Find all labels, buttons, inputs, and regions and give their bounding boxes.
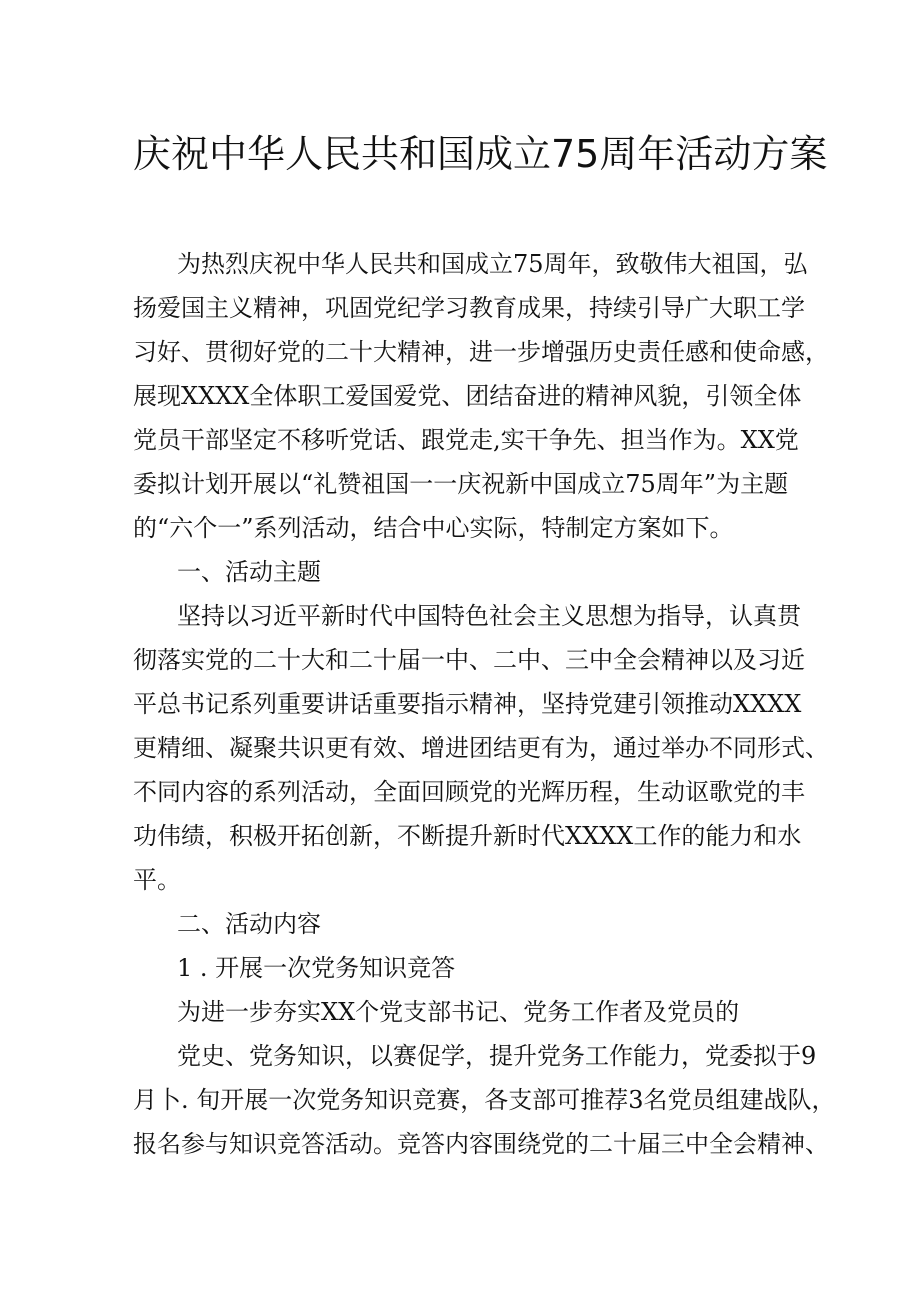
paragraph-3-line-4: 报名参与知识竞答活动。竞答内容围绕党的二十届三中全会精神、 xyxy=(133,1130,829,1158)
paragraph-3-line-1: 为进一步夯实XX个党支部书记、党务工作者及党员的 xyxy=(177,998,740,1026)
paragraph-3-line-2: 党史、党务知识，以赛促学，提升党务工作能力，党委拟于9 xyxy=(177,1042,817,1070)
paragraph-1-line-4: 展现XXXX全体职工爱国爱党、团结奋进的精神风貌，引领全体 xyxy=(133,382,802,410)
paragraph-2-line-1: 坚持以习近平新时代中国特色社会主义思想为指导，认真贯 xyxy=(177,602,801,630)
paragraph-1-line-5: 党员干部坚定不移听党话、跟党走,实干争先、担当作为。XX党 xyxy=(133,426,799,454)
subsection-heading-quiz: 1 . 开展一次党务知识竞答 xyxy=(177,954,456,982)
paragraph-1-line-3: 习好、贯彻好党的二十大精神，进一步增强历史责任感和使命感， xyxy=(133,338,829,366)
paragraph-2-line-2: 彻落实党的二十大和二十届一中、二中、三中全会精神以及习近 xyxy=(133,646,805,674)
section-heading-content: 二、活动内容 xyxy=(177,910,321,938)
paragraph-2-line-4: 更精细、凝聚共识更有效、增进团结更有为，通过举办不同形式、 xyxy=(133,734,829,762)
paragraph-2-line-6: 功伟绩，积极开拓创新，不断提升新时代XXXX工作的能力和水 xyxy=(133,822,802,850)
paragraph-3-line-3: 月卜. 旬开展一次党务知识竞赛，各支部可推荐3名党员组建战队， xyxy=(133,1086,836,1114)
section-heading-theme: 一、活动主题 xyxy=(177,558,321,586)
paragraph-2-line-3: 平总书记系列重要讲话重要指示精神，坚持党建引领推动XXXX xyxy=(133,690,802,718)
paragraph-1-line-7: 的“六个一”系列活动，结合中心实际，特制定方案如下。 xyxy=(133,514,734,542)
paragraph-1-line-1: 为热烈庆祝中华人民共和国成立75周年，致敬伟大祖国，弘 xyxy=(177,250,808,278)
paragraph-2-line-7: 平。 xyxy=(133,866,181,894)
paragraph-2-line-5: 不同内容的系列活动，全面回顾党的光辉历程，生动讴歌党的丰 xyxy=(133,778,805,806)
paragraph-1-line-2: 扬爱国主义精神，巩固党纪学习教育成果，持续引导广大职工学 xyxy=(133,294,805,322)
document-title: 庆祝中华人民共和国成立75周年活动方案 xyxy=(133,132,828,176)
paragraph-1-line-6: 委拟计划开展以“礼赞祖国一一庆祝新中国成立75周年”为主题 xyxy=(133,470,789,498)
